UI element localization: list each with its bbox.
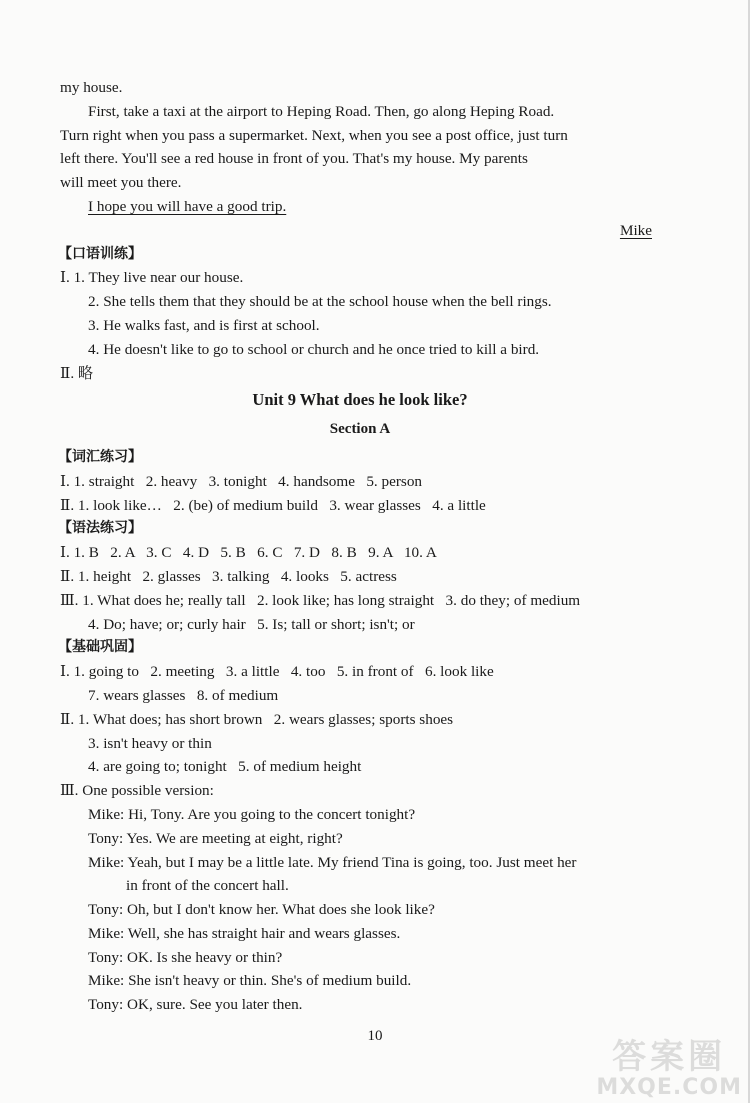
dialogue-line: Mike: Hi, Tony. Are you going to the concert tonight? bbox=[88, 805, 416, 823]
answer-line: Ⅱ. 1. height 2. glasses 3. talking 4. looks 5. actress bbox=[60, 567, 397, 585]
letter-closing-text: I hope you will have a good trip. bbox=[88, 197, 287, 215]
unit-title: Unit 9 What does he look like? bbox=[252, 390, 468, 410]
letter-signature bbox=[60, 219, 660, 243]
watermark-en: MXQE.COM bbox=[596, 1074, 742, 1100]
answer-line: Ⅱ. 1. What does; has short brown 2. wears glasses; sports shoes bbox=[60, 710, 454, 728]
dialogue-line: Tony: OK. Is she heavy or thin? bbox=[88, 948, 283, 966]
answer-line: 4. Do; have; or; curly hair 5. Is; tall or short; isn't; or bbox=[88, 615, 415, 633]
watermark-cn: 答案圈 bbox=[612, 1037, 727, 1078]
answer-line: Ⅰ. 1. going to 2. meeting 3. a little 4. too 5. in front of 6. look like bbox=[60, 663, 494, 681]
signature-text: Mike bbox=[619, 221, 652, 239]
letter-line: Turn right when you pass a supermarket. Next, when you see a post office, just turn bbox=[60, 126, 568, 144]
dialogue-line: Tony: Yes. We are meeting at eight, right? bbox=[88, 829, 343, 847]
basics-heading: 【基础巩固】 bbox=[58, 639, 142, 656]
vocab-heading: 【词汇练习】 bbox=[58, 448, 142, 465]
answer-line: 3. He walks fast, and is first at school. bbox=[88, 316, 320, 334]
page-content bbox=[60, 76, 660, 1017]
dialogue-line: in front of the concert hall. bbox=[126, 877, 289, 895]
oral-heading: 【口语训练】 bbox=[58, 245, 142, 262]
dialogue-line: Tony: Oh, but I don't know her. What does she look like? bbox=[88, 901, 435, 919]
letter-line: left there. You'll see a red house in front of you. That's my house. My parents bbox=[60, 150, 528, 168]
answer-line: Ⅲ. 1. What does he; really tall 2. look like; has long straight 3. do they; of medium bbox=[60, 591, 581, 609]
letter-line: will meet you there. bbox=[60, 174, 182, 192]
dialogue-line: Mike: Well, she has straight hair and wears glasses. bbox=[88, 924, 401, 942]
watermark-logo bbox=[596, 1037, 742, 1100]
answer-line: 7. wears glasses 8. of medium bbox=[88, 686, 279, 704]
section-title: Section A bbox=[329, 421, 391, 438]
answer-line: Ⅰ. 1. B 2. A 3. C 4. D 5. B 6. C 7. D 8. B 9. A 10. A bbox=[60, 544, 437, 562]
answer-line: 3. isn't heavy or thin bbox=[88, 734, 212, 752]
answer-line: 4. He doesn't like to go to school or church and he once tried to kill a bird. bbox=[88, 340, 540, 358]
letter-line: First, take a taxi at the airport to Heping Road. Then, go along Heping Road. bbox=[88, 102, 555, 120]
dialogue-line: Tony: OK, sure. See you later then. bbox=[88, 996, 303, 1014]
letter-closing bbox=[60, 195, 660, 219]
page-number: 10 bbox=[367, 1028, 383, 1044]
answer-line: Ⅱ. 1. look like… 2. (be) of medium build 3. wear glasses 4. a little bbox=[60, 496, 486, 514]
answer-line: Ⅰ. 1. They live near our house. bbox=[60, 269, 244, 287]
grammar-heading: 【语法练习】 bbox=[58, 520, 142, 537]
answer-line: Ⅰ. 1. straight 2. heavy 3. tonight 4. handsome 5. person bbox=[60, 472, 423, 490]
answer-line: Ⅱ. 略 bbox=[60, 364, 94, 382]
answer-line: 2. She tells them that they should be at the school house when the bell rings. bbox=[88, 293, 552, 311]
dialogue-line: Mike: Yeah, but I may be a little late. My friend Tina is going, too. Just meet her bbox=[88, 853, 577, 871]
answer-line: Ⅲ. One possible version: bbox=[60, 782, 214, 800]
letter-line: my house. bbox=[60, 79, 123, 96]
answer-line: 4. are going to; tonight 5. of medium height bbox=[88, 758, 362, 776]
dialogue-line: Mike: She isn't heavy or thin. She's of medium build. bbox=[88, 972, 412, 990]
